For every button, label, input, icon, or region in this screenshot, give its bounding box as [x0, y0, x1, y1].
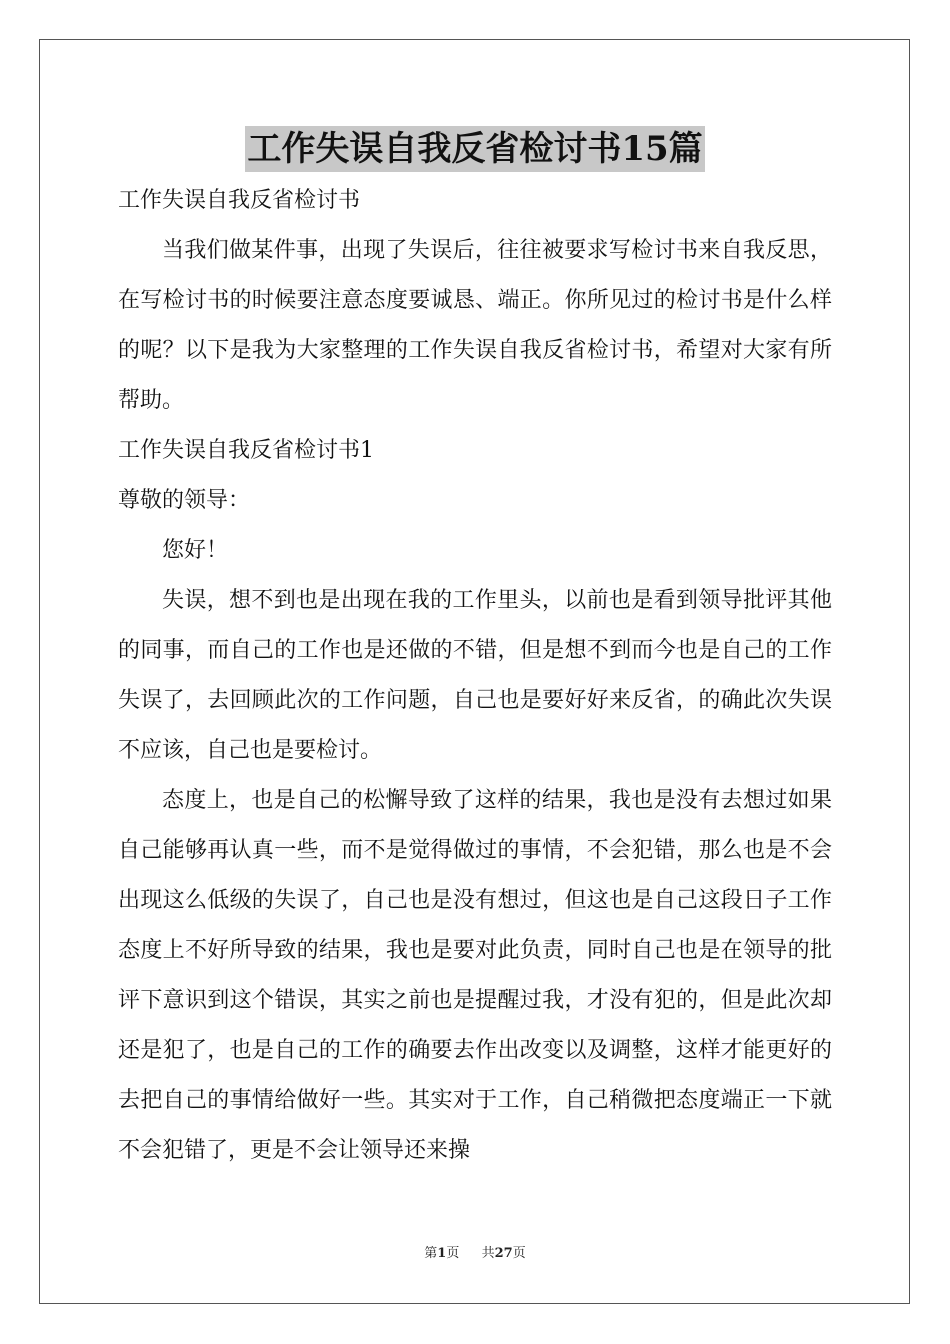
paragraph: 尊敬的领导： — [118, 488, 251, 513]
total-pages: 27 — [494, 1246, 513, 1261]
title-container — [0, 126, 950, 172]
page-number: 1 — [437, 1246, 447, 1261]
paragraph: 失误，想不到也是出现在我的工作里头，以前也是看到领导批评其他的同事，而自己的工作也是还做的不错，但是想不到而今也是自己的工作失误了，去回顾此次的工作问题，自己也是要好好来反省，的确此次失误不应该，自己也是要检讨。 — [118, 588, 832, 763]
paragraph: 当我们做某件事，出现了失误后，往往被要求写检讨书来自我反思，在写检讨书的时候要注意态度要诚恳、端正。你所见过的检讨书是什么样的呢？以下是我为大家整理的工作失误自我反省检讨书，希望对大家有所帮助。 — [118, 238, 832, 413]
total-prefix: 共 — [481, 1246, 495, 1261]
paragraph: 您好！ — [162, 538, 229, 563]
page-suffix: 页 — [446, 1246, 460, 1261]
page-prefix: 第 — [424, 1246, 438, 1261]
paragraph: 工作失误自我反省检讨书 — [118, 188, 361, 213]
document-body — [118, 176, 832, 1176]
document-title: 工作失误自我反省检讨书15篇 — [245, 126, 704, 172]
total-pages-indicator — [482, 1246, 526, 1261]
total-suffix: 页 — [512, 1246, 526, 1261]
paragraph: 工作失误自我反省检讨书1 — [118, 438, 374, 463]
page-indicator — [424, 1246, 459, 1261]
paragraph: 态度上，也是自己的松懈导致了这样的结果，我也是没有去想过如果自己能够再认真一些，而不是觉得做过的事情，不会犯错，那么也是不会出现这么低级的失误了，自己也是没有想过，但这也是自己这段日子工作态度上不好所导致的结果，我也是要对此负责，同时自己也是在领导的批评下意识到这个错误，其实之前也是提醒过我，才没有犯的，但是此次却还是犯了，也是自己的工作的确要去作出改变以及调整，这样才能更好的去把自己的事情给做好一些。其实对于工作，自己稍微把态度端正一下就不会犯错了，更是不会让领导还来操 — [118, 788, 832, 1163]
page-footer — [0, 1245, 950, 1263]
